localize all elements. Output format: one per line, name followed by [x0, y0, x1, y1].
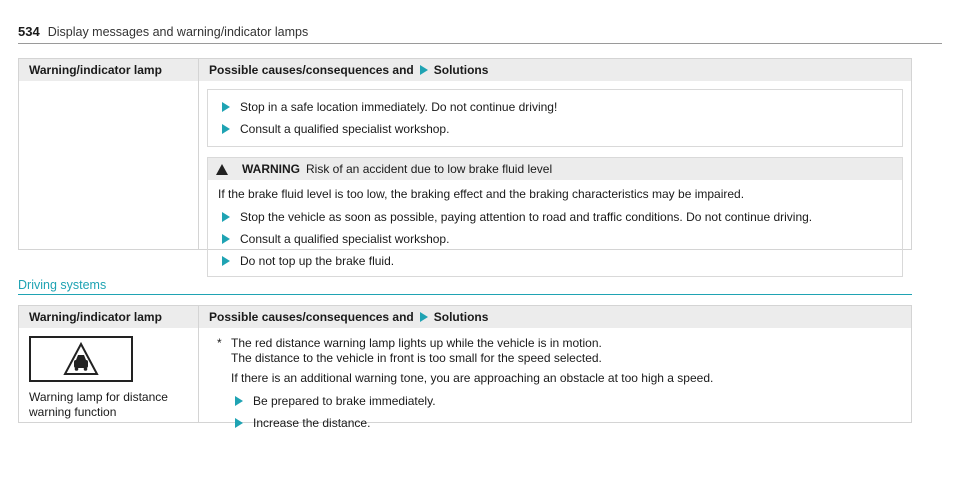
warning-header — [208, 158, 902, 180]
arrow-right-icon — [222, 256, 230, 266]
lamp-label-line: warning function — [29, 405, 117, 419]
col-header-causes — [199, 306, 911, 328]
arrow-right-icon — [222, 212, 230, 222]
table-header — [19, 306, 911, 328]
list-item — [218, 206, 892, 228]
distance-warning-lamp-icon — [29, 336, 133, 382]
lamp-cell — [19, 328, 199, 422]
warning-box — [207, 157, 903, 277]
page-title: Display messages and warning/indicator lamps — [47, 24, 309, 39]
list-item — [218, 96, 892, 118]
note-paragraph: If there is an additional warning tone, you are approaching an obstacle at too high a speed. — [231, 371, 714, 385]
table-row — [19, 328, 911, 430]
col-header-solutions-text: Solutions — [433, 310, 489, 324]
list-item — [218, 118, 892, 140]
list-item — [217, 412, 903, 434]
note — [217, 336, 903, 366]
warning-text: Risk of an accident due to low brake fluid level — [306, 162, 553, 176]
col-header-causes-text: Possible causes/consequences and — [209, 310, 414, 324]
arrow-right-icon — [235, 396, 243, 406]
step-text: Be prepared to brake immediately. — [253, 394, 436, 408]
arrow-right-icon — [222, 102, 230, 112]
page-header — [18, 24, 942, 44]
list-item — [218, 228, 892, 250]
asterisk-marker: * — [217, 336, 222, 350]
arrow-right-icon — [420, 312, 428, 322]
col-header-causes-text: Possible causes/consequences and — [209, 63, 414, 77]
section-title: Driving systems — [18, 278, 912, 295]
arrow-right-icon — [222, 124, 230, 134]
col-header-solutions-text: Solutions — [433, 63, 489, 77]
note-line: The red distance warning lamp lights up while the vehicle is in motion. — [231, 336, 602, 350]
step-text: Consult a qualified specialist workshop. — [240, 122, 450, 136]
col-header-causes — [199, 59, 911, 81]
page-number: 534 — [18, 24, 40, 39]
warning-label: WARNING — [242, 162, 300, 176]
step-text: Do not top up the brake fluid. — [240, 254, 395, 268]
solution-cell — [199, 81, 911, 268]
brake-fluid-table — [18, 58, 912, 268]
step-text: Stop the vehicle as soon as possible, paying attention to road and traffic conditions. Do not continue driving. — [240, 210, 813, 224]
car-warning-icon — [63, 342, 99, 376]
table-header — [19, 59, 911, 81]
table-row — [19, 81, 911, 268]
step-text: Stop in a safe location immediately. Do not continue driving! — [240, 100, 558, 114]
warning-triangle-icon — [216, 164, 228, 175]
steps-box — [207, 89, 903, 147]
solution-cell — [199, 328, 911, 430]
arrow-right-icon — [222, 234, 230, 244]
arrow-right-icon — [420, 65, 428, 75]
note-line: The distance to the vehicle in front is too small for the speed selected. — [231, 351, 602, 365]
list-item — [217, 390, 903, 412]
col-header-lamp: Warning/indicator lamp — [19, 306, 199, 328]
lamp-label-line: Warning lamp for distance — [29, 390, 168, 404]
arrow-right-icon — [235, 418, 243, 428]
list-item — [218, 250, 892, 272]
lamp-cell — [19, 81, 199, 249]
col-header-lamp: Warning/indicator lamp — [19, 59, 199, 81]
distance-warning-table — [18, 305, 912, 430]
step-text: Consult a qualified specialist workshop. — [240, 232, 450, 246]
lamp-label — [29, 390, 188, 420]
warning-body — [208, 180, 902, 276]
warning-paragraph: If the brake fluid level is too low, the braking effect and the braking characteristics may be impaired. — [218, 187, 745, 201]
step-text: Increase the distance. — [253, 416, 371, 430]
